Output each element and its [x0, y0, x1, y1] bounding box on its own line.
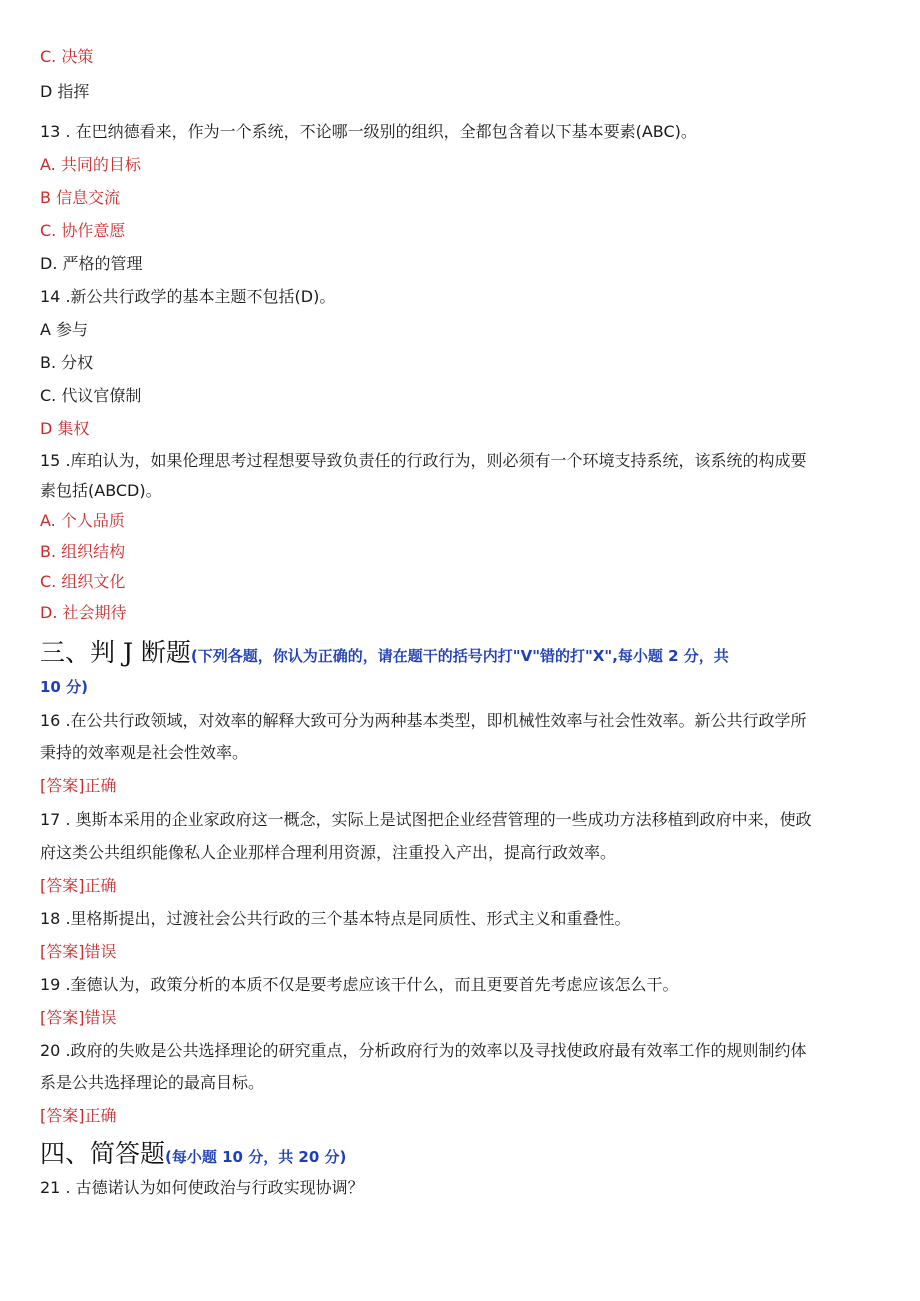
question-15-line-2: 素包括(ABCD)。	[40, 481, 162, 500]
question-17-line-2: 府这类公共组织能像私人企业那样合理利用资源，注重投入产出，提高行政效率。	[40, 843, 617, 862]
question-17-answer: [答案]正确	[40, 876, 117, 895]
question-13-option-a: A. 共同的目标	[40, 155, 141, 174]
question-15-option-a: A. 个人品质	[40, 511, 125, 530]
question-17-line-1: 17 . 奥斯本采用的企业家政府这一概念，实际上是试图把企业经营管理的一些成功方法移植到政府中来，使政	[40, 810, 812, 829]
question-20-line-1: 20 .政府的失败是公共选择理论的研究重点，分析政府行为的效率以及寻找使政府最有效率工作的规则制约体	[40, 1041, 807, 1060]
question-20-line-2: 系是公共选择理论的最高目标。	[40, 1073, 265, 1092]
question-15-option-b: B. 组织结构	[40, 542, 126, 561]
option-c-decision: C. 决策	[40, 47, 94, 66]
section-4-instruction: (每小题 10 分，共 20 分)	[165, 1148, 347, 1166]
question-13: 13 . 在巴纳德看来，作为一个系统，不论哪一级别的组织，全都包含着以下基本要素(ABC)。	[40, 122, 697, 141]
question-14: 14 .新公共行政学的基本主题不包括(D)。	[40, 287, 336, 306]
question-14-option-a: A 参与	[40, 320, 89, 339]
question-19: 19 .奎德认为，政策分析的本质不仅是要考虑应该干什么，而且更要首先考虑应该怎么干。	[40, 975, 679, 994]
section-3-instruction-cont: 10 分)	[40, 678, 88, 696]
question-13-option-d: D. 严格的管理	[40, 254, 143, 273]
question-15-option-d: D. 社会期待	[40, 603, 127, 622]
question-15-line-1: 15 .库珀认为，如果伦理思考过程想要导致负责任的行政行为，则必须有一个环境支持系统，该系统的构成要	[40, 451, 807, 470]
section-3-title: 三、判 J 断题	[40, 638, 191, 667]
question-15-option-c: C. 组织文化	[40, 572, 126, 591]
question-13-option-b: B 信息交流	[40, 188, 121, 207]
question-20-answer: [答案]正确	[40, 1106, 117, 1125]
question-13-option-c: C. 协作意愿	[40, 221, 126, 240]
section-4-title: 四、简答题	[40, 1139, 166, 1168]
question-14-option-c: C. 代议官僚制	[40, 386, 142, 405]
question-18-answer: [答案]错误	[40, 942, 117, 961]
section-3-heading	[40, 638, 729, 671]
question-16-line-2: 秉持的效率观是社会性效率。	[40, 743, 249, 762]
section-4-heading	[40, 1139, 346, 1172]
question-16-answer: [答案]正确	[40, 776, 117, 795]
question-14-option-d: D 集权	[40, 419, 90, 438]
question-14-option-b: B. 分权	[40, 353, 94, 372]
question-21: 21 . 古德诺认为如何使政治与行政实现协调？	[40, 1178, 364, 1197]
section-3-instruction: (下列各题，你认为正确的，请在题干的括号内打"V"错的打"X",每小题 2 分，共	[190, 647, 729, 665]
option-d-command: D 指挥	[40, 82, 90, 101]
question-19-answer: [答案]错误	[40, 1008, 117, 1027]
question-18: 18 .里格斯提出，过渡社会公共行政的三个基本特点是同质性、形式主义和重叠性。	[40, 909, 631, 928]
question-16-line-1: 16 .在公共行政领域，对效率的解释大致可分为两种基本类型，即机械性效率与社会性效率。新公共行政学所	[40, 711, 807, 730]
